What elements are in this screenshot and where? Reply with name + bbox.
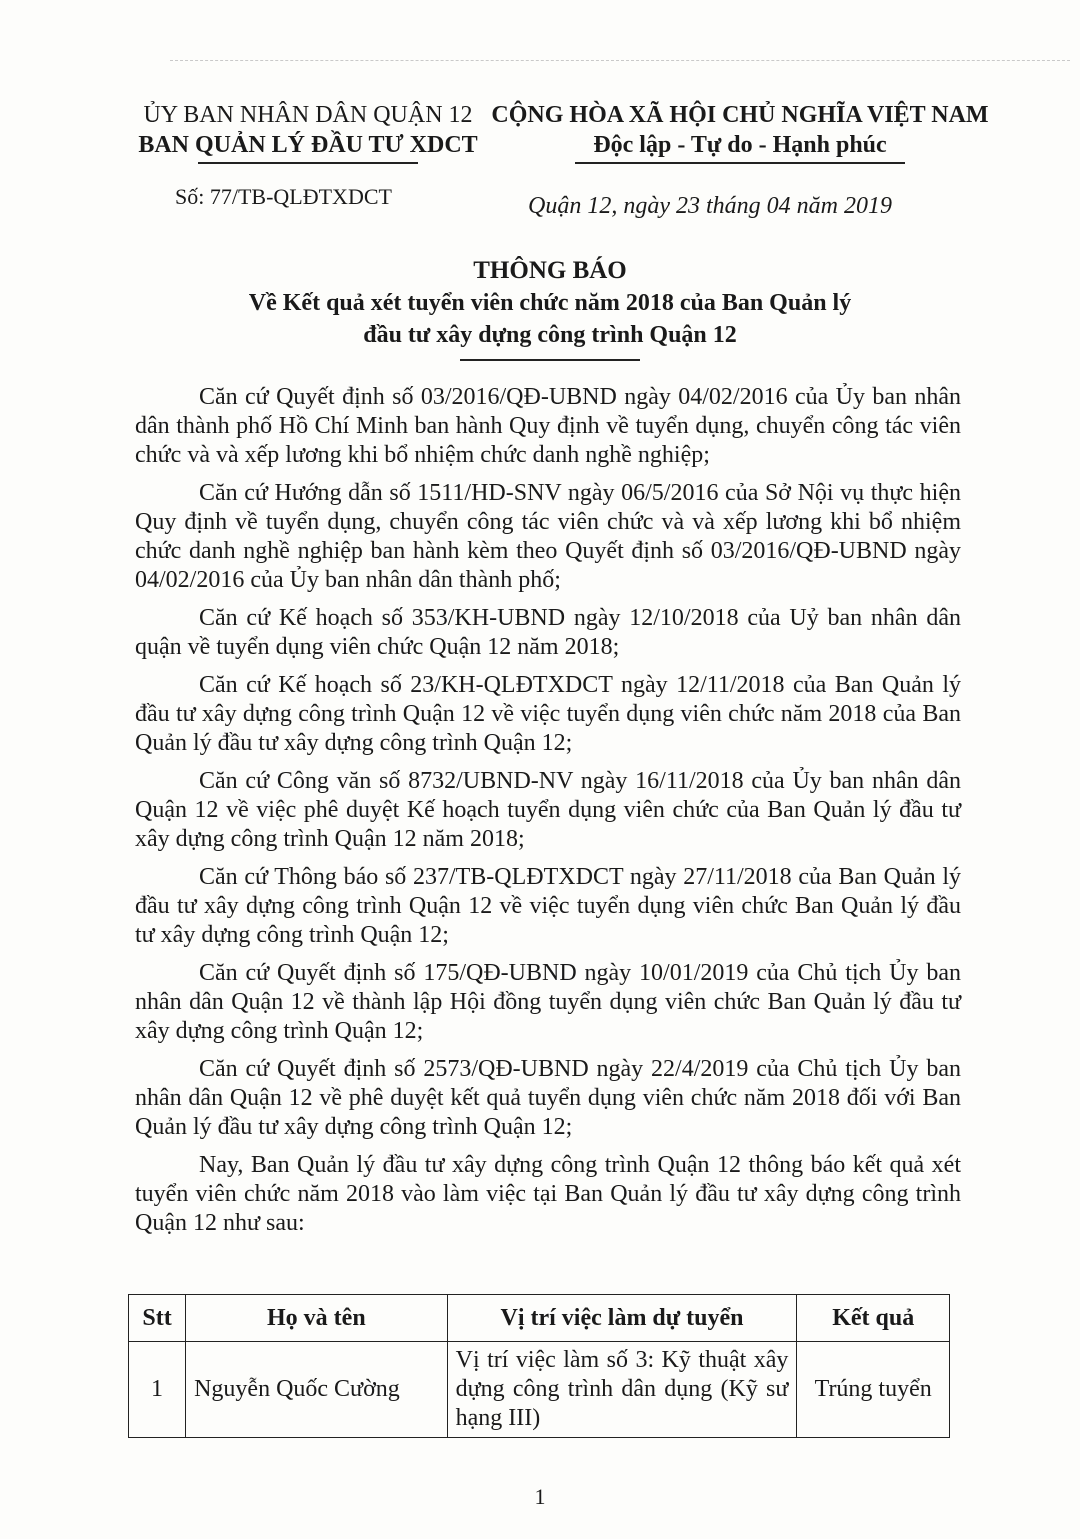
cell-result: Trúng tuyển <box>797 1342 950 1438</box>
national-motto-block <box>470 100 1010 164</box>
header-name: Họ và tên <box>186 1295 448 1342</box>
issuer-parent: ỦY BAN NHÂN DÂN QUẬN 12 <box>143 102 473 128</box>
document-date: Quận 12, ngày 23 tháng 04 năm 2019 <box>528 193 892 219</box>
national-title: CỘNG HÒA XÃ HỘI CHỦ NGHĨA VIỆT NAM <box>491 102 989 128</box>
header-result: Kết quả <box>797 1295 950 1342</box>
title-rule <box>460 359 640 361</box>
page-number: 1 <box>534 1484 546 1509</box>
motto-underline <box>575 162 905 164</box>
table-row <box>129 1342 950 1438</box>
document-number: Số: 77/TB-QLĐTXDCT <box>175 184 392 209</box>
paragraph: Căn cứ Quyết định số 175/QĐ-UBND ngày 10/01/2019 của Chủ tịch Ủy ban nhân dân Quận 12 về thành lập Hội đồng tuyển dụng viên chức Ban Quản lý đầu tư xây dựng công trình Quận 12; <box>135 960 961 1044</box>
document-title: THÔNG BÁO <box>473 257 627 284</box>
document-subtitle-line2: đầu tư xây dựng công trình Quận 12 <box>363 322 737 348</box>
paragraph: Căn cứ Quyết định số 03/2016/QĐ-UBND ngày 04/02/2016 của Ủy ban nhân dân thành phố Hồ Chí Minh ban hành Quy định về tuyển dụng, chuyển công tác viên chức và và xếp lương khi bổ nhiệm chức danh nghề nghiệp; <box>135 384 961 468</box>
table-header-row <box>129 1295 950 1342</box>
result-table <box>128 1294 950 1438</box>
issuer-underline <box>198 162 418 164</box>
cell-stt: 1 <box>129 1342 186 1438</box>
cell-position: Vị trí việc làm số 3: Kỹ thuật xây dựng công trình dân dụng (Kỹ sư hạng III) <box>447 1342 797 1438</box>
header-stt: Stt <box>129 1295 186 1342</box>
paragraph: Nay, Ban Quản lý đầu tư xây dựng công trình Quận 12 thông báo kết quả xét tuyển viên chức năm 2018 vào làm việc tại Ban Quản lý đầu tư xây dựng công trình Quận 12 như sau: <box>135 1152 961 1236</box>
document-body <box>135 383 961 1247</box>
paragraph: Căn cứ Công văn số 8732/UBND-NV ngày 16/11/2018 của Ủy ban nhân dân Quận 12 về việc phê duyệt Kế hoạch tuyển dụng viên chức của Ban Quản lý đầu tư xây dựng công trình Quận 12 năm 2018; <box>135 768 961 852</box>
title-block <box>120 255 980 361</box>
cell-name: Nguyễn Quốc Cường <box>186 1342 448 1438</box>
scan-artifact-line <box>170 60 1070 61</box>
paragraph: Căn cứ Kế hoạch số 23/KH-QLĐTXDCT ngày 12/11/2018 của Ban Quản lý đầu tư xây dựng công trình Quận 12 về việc tuyển dụng viên chức năm 2018 của Ban Quản lý đầu tư xây dựng công trình Quận 12; <box>135 672 961 756</box>
national-motto: Độc lập - Tự do - Hạnh phúc <box>593 132 887 158</box>
paragraph: Căn cứ Hướng dẫn số 1511/HD-SNV ngày 06/5/2016 của Sở Nội vụ thực hiện Quy định về tuyển dụng, chuyển công tác viên chức và và xếp lương khi bổ nhiệm chức danh nghề nghiệp ban hành kèm theo Quyết định số 03/2016/QĐ-UBND ngày 04/02/2016 của Ủy ban nhân dân thành phố; <box>135 480 961 593</box>
issuer-block <box>118 100 498 164</box>
paragraph: Căn cứ Kế hoạch số 353/KH-UBND ngày 12/10/2018 của Uỷ ban nhân dân quận về tuyển dụng viên chức Quận 12 năm 2018; <box>135 605 961 660</box>
paragraph: Căn cứ Quyết định số 2573/QĐ-UBND ngày 22/4/2019 của Chủ tịch Ủy ban nhân dân Quận 12 về phê duyệt kết quả tuyển dụng viên chức năm 2018 đối với Ban Quản lý đầu tư xây dựng công trình Quận 12; <box>135 1056 961 1140</box>
issuer-name: BAN QUẢN LÝ ĐẦU TƯ XDCT <box>138 132 478 158</box>
header-position: Vị trí việc làm dự tuyển <box>447 1295 797 1342</box>
document-subtitle-line1: Về Kết quả xét tuyển viên chức năm 2018 của Ban Quản lý <box>248 290 852 316</box>
paragraph: Căn cứ Thông báo số 237/TB-QLĐTXDCT ngày 27/11/2018 của Ban Quản lý đầu tư xây dựng công trình Quận 12 về việc tuyển dụng viên chức Ban Quản lý đầu tư xây dựng công trình Quận 12; <box>135 864 961 948</box>
